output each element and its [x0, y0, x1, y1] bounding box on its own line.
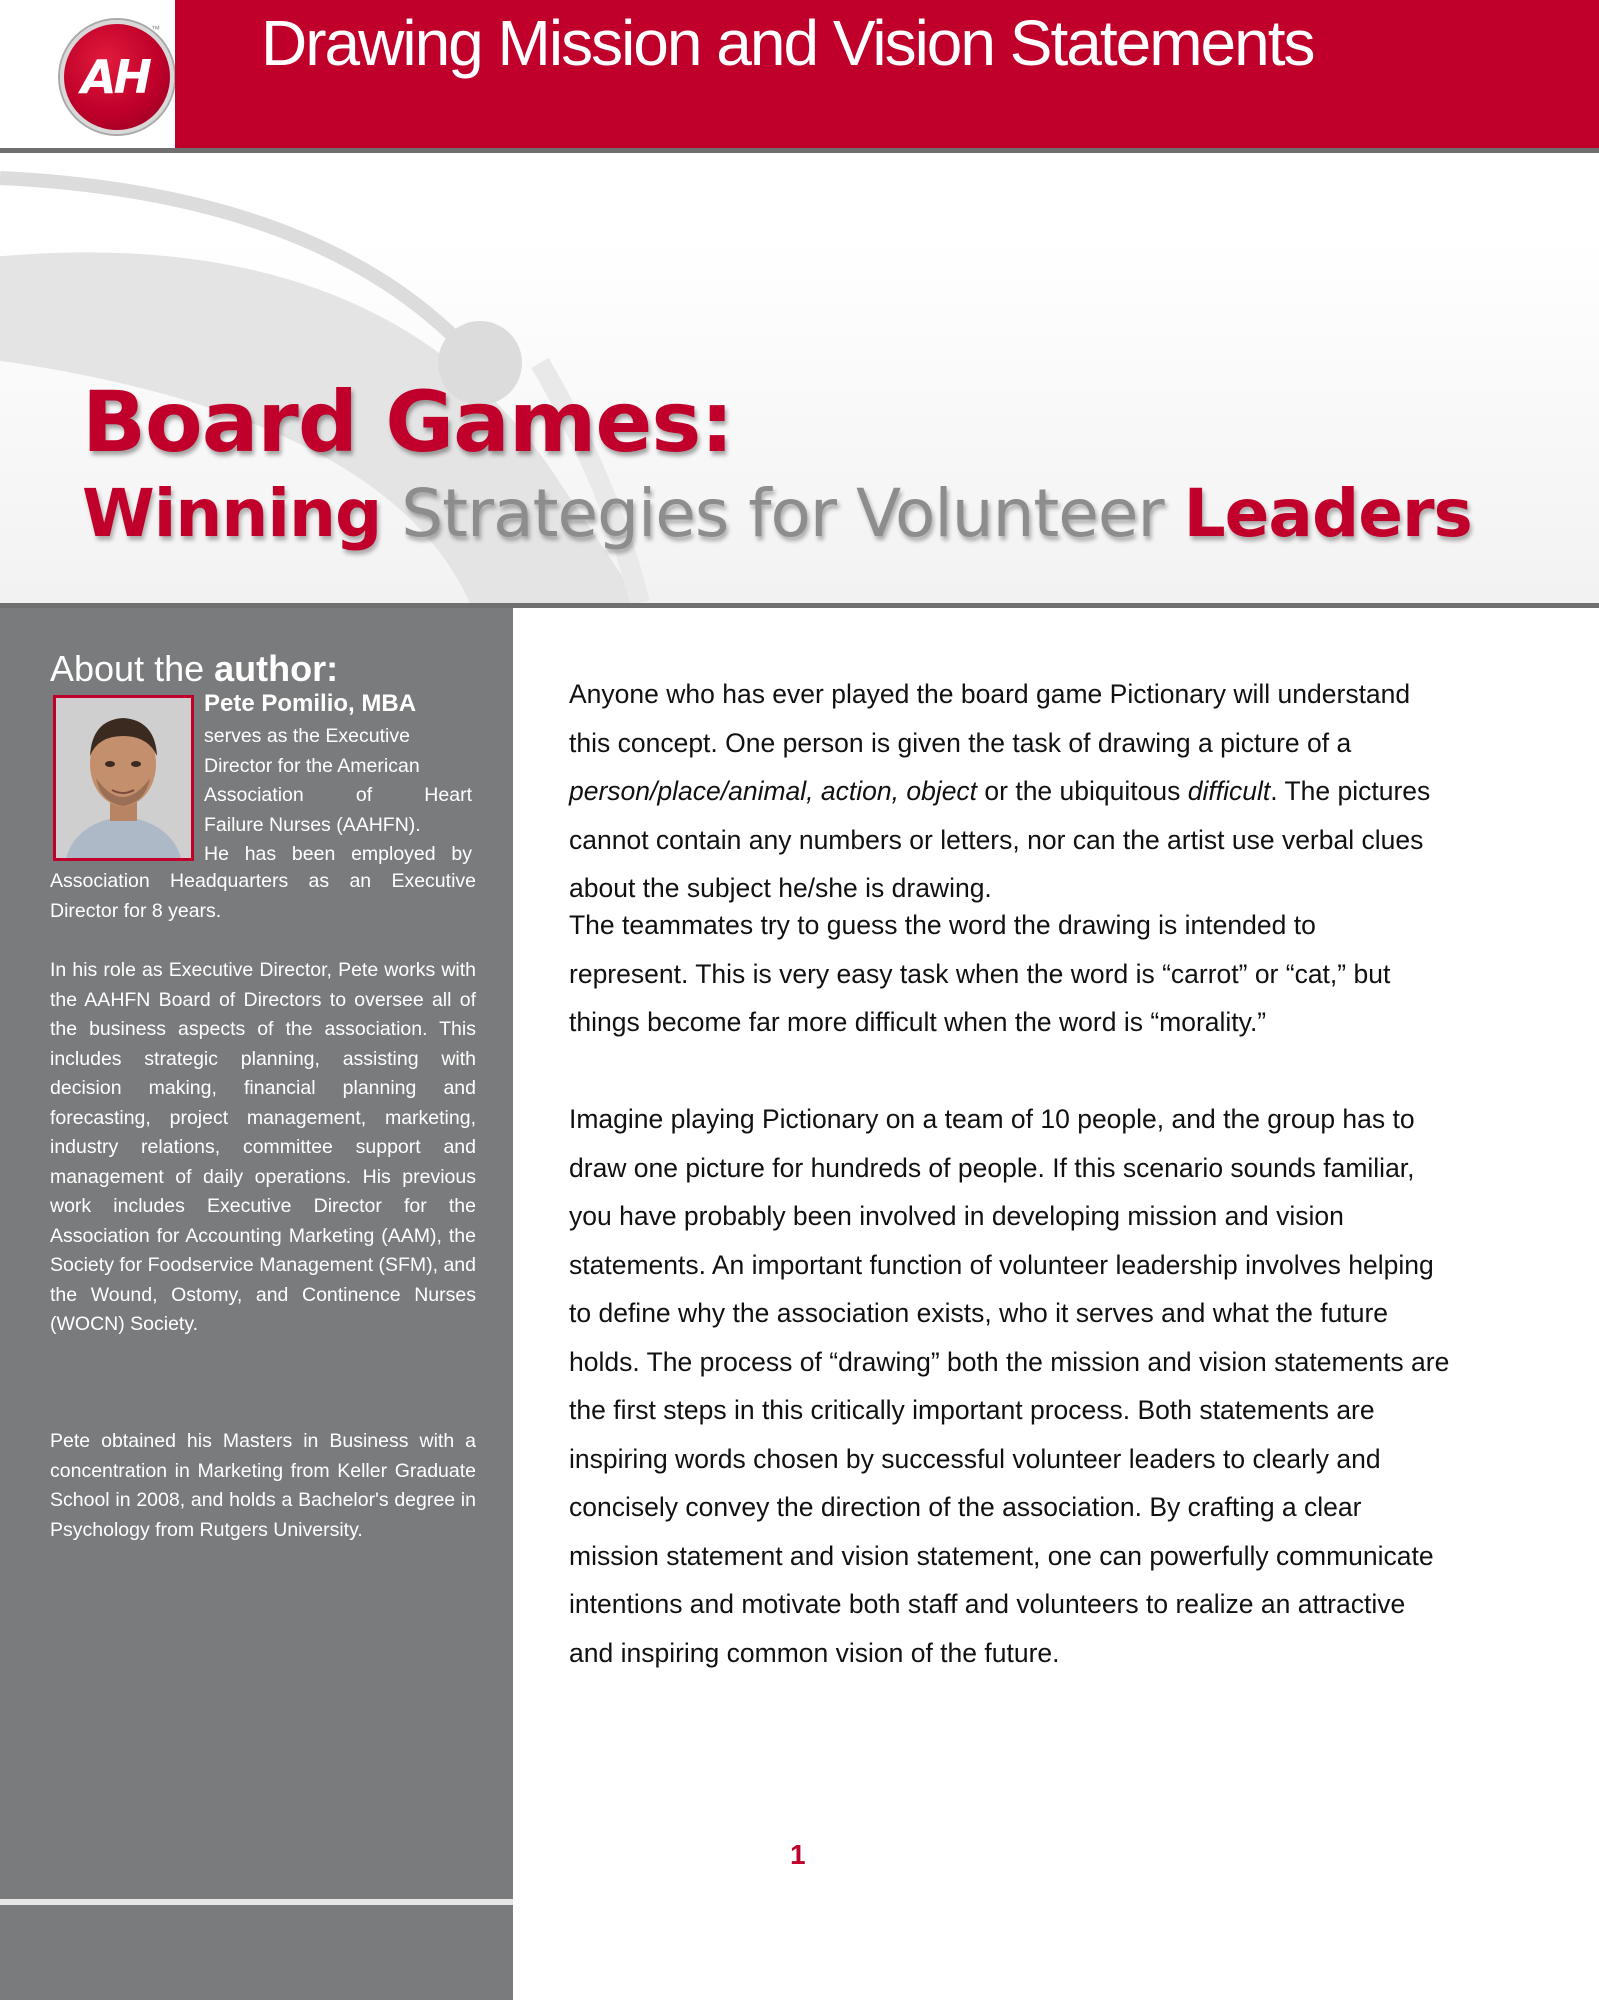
author-bio-education: Pete obtained his Masters in Business with a concentration in Marketing from Keller Graduate School in 2008, and holds a Bachelor's degree in Psychology from Rutgers University.	[50, 1430, 476, 1541]
author-bio-role: In his role as Executive Director, Pete works with the AAHFN Board of Directors to oversee all of the business aspects of the association. This includes strategic planning, assisting with decision making, financial planning and forecasting, project management, marketing, industry relations, committee support and management of daily operations. His previous work includes Executive Director for the Association for Accounting Marketing (AAM), the Society for Foodservice Management (SFM), and the Wound, Ostomy, and Continence Nurses (WOCN) Society.	[50, 959, 476, 1335]
article-line: represent. This is very easy task when the word is “carrot” or “cat,” but	[569, 958, 1391, 989]
article-line: mission statement and vision statement, one can powerfully communicate	[569, 1540, 1434, 1571]
article-line: holds. The process of “drawing” both the mission and vision statements are	[569, 1346, 1450, 1377]
author-portrait-icon	[56, 698, 191, 858]
article-line: things become far more difficult when the word is “morality.”	[569, 1007, 1267, 1037]
bio-line: serves as the Executive	[204, 725, 410, 747]
article-paragraph-3	[569, 1095, 1509, 1677]
article-paragraph-1	[569, 670, 1509, 913]
article-line: draw one picture for hundreds of people. If this scenario sounds familiar,	[569, 1152, 1415, 1183]
about-author-heading	[50, 648, 338, 690]
article-line: about the subject he/she is drawing.	[569, 873, 992, 903]
italic-word: difficult	[1187, 776, 1271, 806]
page-title: Drawing Mission and Vision Statements	[261, 7, 1314, 79]
article-line: intentions and motivate both staff and volunteers to realize an attractive	[569, 1589, 1406, 1619]
logo-area	[0, 0, 175, 148]
banner-subtitle	[82, 475, 1472, 552]
article-line: to define why the association exists, who it serves and what the future	[569, 1298, 1389, 1328]
article-line: inspiring words chosen by successful volunteer leaders to clearly and	[569, 1443, 1381, 1474]
header-bar	[175, 0, 1599, 148]
banner	[0, 153, 1599, 603]
article-line: The teammates try to guess the word the drawing is intended to	[569, 910, 1316, 940]
article-line: you have probably been involved in developing mission and vision	[569, 1201, 1344, 1231]
article-text: . The pictures	[1270, 776, 1431, 806]
sidebar-footer-divider	[0, 1899, 513, 1905]
article-text: or the ubiquitous	[977, 776, 1188, 806]
about-heading-bold: author:	[214, 648, 339, 689]
article-line: cannot contain any numbers or letters, nor can the artist use verbal clues	[569, 824, 1424, 855]
about-heading-plain: About the	[50, 648, 215, 689]
article-paragraph-2	[569, 901, 1509, 1047]
ah-logo-icon	[60, 20, 174, 134]
author-bio-intro	[204, 722, 472, 870]
bio-line: Director for the American	[204, 754, 420, 777]
article-line: and inspiring common vision of the future.	[569, 1637, 1060, 1668]
subtitle-middle: Strategies for Volunteer	[381, 475, 1184, 552]
article-line-mixed	[569, 767, 1509, 816]
subtitle-winning: Winning	[82, 475, 382, 552]
article-line: statements. An important function of volunteer leadership involves helping	[569, 1249, 1434, 1280]
article-line: the first steps in this critically important process. Both statements are	[569, 1395, 1375, 1425]
author-photo	[53, 695, 194, 861]
article-line: Imagine playing Pictionary on a team of 10 people, and the group has to	[569, 1104, 1415, 1134]
logo-trademark: ™	[151, 24, 160, 34]
article-line: concisely convey the direction of the association. By crafting a clear	[569, 1492, 1362, 1522]
banner-title: Board Games:	[82, 373, 733, 471]
article-line: this concept. One person is given the task of drawing a picture of a	[569, 727, 1352, 758]
bio-line: He has been employed by	[204, 843, 472, 865]
article-line: Anyone who has ever played the board game Pictionary will understand	[569, 679, 1411, 709]
italic-phrase: person/place/animal, action, object	[569, 776, 978, 806]
subtitle-leaders: Leaders	[1183, 475, 1472, 552]
page-number: 1	[790, 1839, 806, 1870]
bio-line: Association of Heart	[204, 784, 472, 806]
author-name: Pete Pomilio, MBA	[204, 690, 417, 717]
author-sidebar	[0, 608, 513, 2000]
author-bio-continued: Association Headquarters as an Executive Director for 8 years.	[50, 870, 476, 922]
logo-text: AH	[80, 50, 150, 104]
bio-line: Failure Nurses (AAHFN).	[204, 813, 421, 836]
